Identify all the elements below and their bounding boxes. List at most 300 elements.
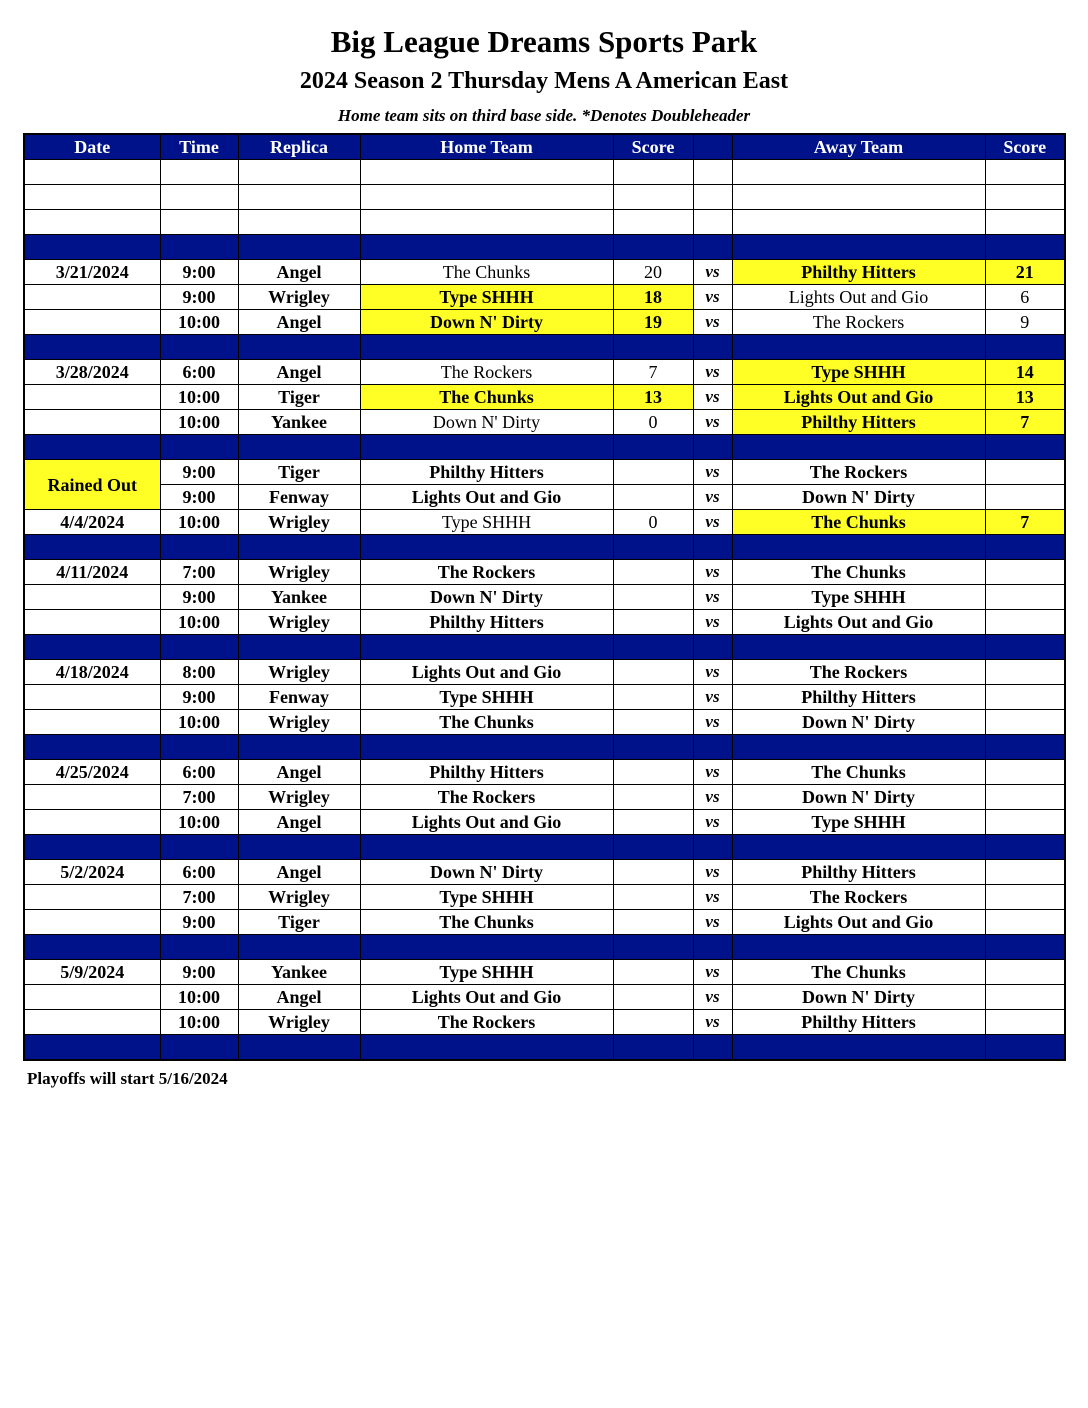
game-row [24, 360, 1065, 385]
vs-label: vs [693, 660, 732, 685]
vs-label: vs [693, 410, 732, 435]
game-date: 4/18/2024 [24, 660, 160, 685]
away-team: The Chunks [732, 760, 985, 785]
empty-cell [24, 210, 160, 235]
home-team: Type SHHH [360, 885, 613, 910]
empty-cell [732, 635, 985, 660]
empty-cell [160, 835, 238, 860]
game-row [24, 760, 1065, 785]
home-score [613, 760, 693, 785]
home-team: Lights Out and Gio [360, 660, 613, 685]
separator-row [24, 335, 1065, 360]
empty-cell [985, 185, 1065, 210]
game-replica-field: Tiger [238, 910, 360, 935]
blank-row [24, 210, 1065, 235]
away-score: 7 [985, 410, 1065, 435]
game-replica-field: Yankee [238, 585, 360, 610]
away-team: Philthy Hitters [732, 260, 985, 285]
empty-cell [360, 235, 613, 260]
home-score: 0 [613, 410, 693, 435]
home-score [613, 585, 693, 610]
game-row [24, 385, 1065, 410]
away-team: Lights Out and Gio [732, 385, 985, 410]
home-score: 13 [613, 385, 693, 410]
away-team: Down N' Dirty [732, 485, 985, 510]
empty-cell [613, 435, 693, 460]
empty-cell [360, 835, 613, 860]
game-replica-field: Angel [238, 310, 360, 335]
away-team: The Chunks [732, 560, 985, 585]
empty-cell [160, 735, 238, 760]
game-date [24, 610, 160, 635]
away-team: The Rockers [732, 885, 985, 910]
away-team: Philthy Hitters [732, 860, 985, 885]
game-time: 8:00 [160, 660, 238, 685]
col-header-away-team: Away Team [732, 134, 985, 160]
empty-cell [238, 635, 360, 660]
vs-label: vs [693, 610, 732, 635]
empty-cell [693, 235, 732, 260]
empty-cell [985, 735, 1065, 760]
game-time: 10:00 [160, 510, 238, 535]
empty-cell [613, 235, 693, 260]
empty-cell [238, 735, 360, 760]
empty-cell [24, 935, 160, 960]
away-team: Down N' Dirty [732, 710, 985, 735]
home-team: The Chunks [360, 910, 613, 935]
game-time: 10:00 [160, 810, 238, 835]
empty-cell [693, 1035, 732, 1061]
away-team: The Chunks [732, 510, 985, 535]
vs-label: vs [693, 985, 732, 1010]
game-row [24, 885, 1065, 910]
game-date: 5/2/2024 [24, 860, 160, 885]
empty-cell [693, 335, 732, 360]
empty-cell [613, 160, 693, 185]
empty-cell [360, 160, 613, 185]
empty-cell [985, 835, 1065, 860]
away-team: Type SHHH [732, 360, 985, 385]
empty-cell [360, 335, 613, 360]
game-time: 9:00 [160, 460, 238, 485]
col-header-vs [693, 134, 732, 160]
home-team: Philthy Hitters [360, 460, 613, 485]
separator-row [24, 835, 1065, 860]
empty-cell [985, 335, 1065, 360]
game-time: 7:00 [160, 785, 238, 810]
game-row [24, 1010, 1065, 1035]
home-score [613, 810, 693, 835]
empty-cell [732, 160, 985, 185]
home-score [613, 610, 693, 635]
away-team: Lights Out and Gio [732, 910, 985, 935]
game-time: 10:00 [160, 410, 238, 435]
empty-cell [613, 735, 693, 760]
away-team: Philthy Hitters [732, 685, 985, 710]
game-time: 9:00 [160, 960, 238, 985]
game-time: 9:00 [160, 685, 238, 710]
empty-cell [693, 435, 732, 460]
empty-cell [613, 935, 693, 960]
empty-cell [360, 735, 613, 760]
empty-cell [613, 635, 693, 660]
empty-cell [360, 185, 613, 210]
game-time: 9:00 [160, 260, 238, 285]
game-replica-field: Angel [238, 360, 360, 385]
away-score: 21 [985, 260, 1065, 285]
empty-cell [360, 435, 613, 460]
home-team: The Rockers [360, 560, 613, 585]
home-team: Lights Out and Gio [360, 810, 613, 835]
away-score [985, 610, 1065, 635]
vs-label: vs [693, 560, 732, 585]
game-row [24, 410, 1065, 435]
home-score: 20 [613, 260, 693, 285]
away-team: Type SHHH [732, 810, 985, 835]
col-header-replica: Replica [238, 134, 360, 160]
home-team: Type SHHH [360, 285, 613, 310]
game-replica-field: Angel [238, 760, 360, 785]
vs-label: vs [693, 910, 732, 935]
home-score: 18 [613, 285, 693, 310]
empty-cell [24, 335, 160, 360]
home-team: The Chunks [360, 385, 613, 410]
game-row [24, 485, 1065, 510]
game-replica-field: Wrigley [238, 560, 360, 585]
col-header-time: Time [160, 134, 238, 160]
game-time: 9:00 [160, 910, 238, 935]
game-replica-field: Angel [238, 810, 360, 835]
empty-cell [24, 835, 160, 860]
game-row [24, 810, 1065, 835]
empty-cell [360, 935, 613, 960]
empty-cell [160, 335, 238, 360]
empty-cell [613, 335, 693, 360]
game-time: 10:00 [160, 310, 238, 335]
empty-cell [24, 535, 160, 560]
home-score [613, 910, 693, 935]
game-time: 10:00 [160, 710, 238, 735]
empty-cell [160, 1035, 238, 1061]
game-replica-field: Angel [238, 260, 360, 285]
game-replica-field: Wrigley [238, 710, 360, 735]
away-score [985, 710, 1065, 735]
vs-label: vs [693, 585, 732, 610]
separator-row [24, 235, 1065, 260]
game-time: 6:00 [160, 760, 238, 785]
away-score [985, 860, 1065, 885]
empty-cell [985, 1035, 1065, 1061]
game-time: 10:00 [160, 1010, 238, 1035]
empty-cell [160, 210, 238, 235]
home-score [613, 1010, 693, 1035]
empty-cell [160, 935, 238, 960]
away-score [985, 910, 1065, 935]
game-replica-field: Yankee [238, 960, 360, 985]
home-score [613, 460, 693, 485]
empty-cell [360, 635, 613, 660]
empty-cell [24, 435, 160, 460]
game-row [24, 585, 1065, 610]
empty-cell [732, 435, 985, 460]
empty-cell [985, 435, 1065, 460]
away-score [985, 660, 1065, 685]
empty-cell [238, 235, 360, 260]
empty-cell [238, 335, 360, 360]
game-row [24, 960, 1065, 985]
game-replica-field: Angel [238, 985, 360, 1010]
away-team: Type SHHH [732, 585, 985, 610]
game-replica-field: Wrigley [238, 885, 360, 910]
away-team: Down N' Dirty [732, 785, 985, 810]
home-team: Philthy Hitters [360, 760, 613, 785]
empty-cell [24, 735, 160, 760]
game-date: 3/28/2024 [24, 360, 160, 385]
schedule-note: Home team sits on third base side. *Denotes Doubleheader [337, 106, 751, 125]
game-date [24, 310, 160, 335]
vs-label: vs [693, 685, 732, 710]
game-date: 4/4/2024 [24, 510, 160, 535]
game-date [24, 785, 160, 810]
vs-label: vs [693, 485, 732, 510]
empty-cell [24, 160, 160, 185]
game-row [24, 660, 1065, 685]
empty-cell [693, 160, 732, 185]
empty-cell [732, 185, 985, 210]
empty-cell [360, 1035, 613, 1061]
game-date [24, 810, 160, 835]
vs-label: vs [693, 810, 732, 835]
empty-cell [160, 535, 238, 560]
empty-cell [732, 235, 985, 260]
game-replica-field: Wrigley [238, 1010, 360, 1035]
home-score: 19 [613, 310, 693, 335]
home-team: The Chunks [360, 710, 613, 735]
game-row [24, 910, 1065, 935]
game-date [24, 585, 160, 610]
home-score [613, 710, 693, 735]
home-score [613, 660, 693, 685]
game-time: 10:00 [160, 385, 238, 410]
vs-label: vs [693, 1010, 732, 1035]
col-header-home-team: Home Team [360, 134, 613, 160]
empty-cell [693, 835, 732, 860]
game-time: 7:00 [160, 885, 238, 910]
blank-row [24, 185, 1065, 210]
home-team: Philthy Hitters [360, 610, 613, 635]
away-team: The Chunks [732, 960, 985, 985]
away-score [985, 985, 1065, 1010]
game-row [24, 560, 1065, 585]
empty-cell [985, 210, 1065, 235]
away-score [985, 485, 1065, 510]
separator-row [24, 535, 1065, 560]
empty-cell [238, 160, 360, 185]
home-team: Lights Out and Gio [360, 485, 613, 510]
home-team: Down N' Dirty [360, 310, 613, 335]
away-team: Philthy Hitters [732, 1010, 985, 1035]
home-score [613, 860, 693, 885]
home-team: The Chunks [360, 260, 613, 285]
game-row [24, 610, 1065, 635]
away-score [985, 1010, 1065, 1035]
away-score: 7 [985, 510, 1065, 535]
empty-cell [613, 1035, 693, 1061]
game-time: 7:00 [160, 560, 238, 585]
empty-cell [613, 535, 693, 560]
empty-cell [693, 735, 732, 760]
home-team: Type SHHH [360, 960, 613, 985]
away-score [985, 760, 1065, 785]
game-date [24, 385, 160, 410]
game-row [24, 685, 1065, 710]
away-score: 6 [985, 285, 1065, 310]
game-row [24, 310, 1065, 335]
away-score [985, 960, 1065, 985]
game-date [24, 285, 160, 310]
home-score [613, 560, 693, 585]
empty-cell [693, 535, 732, 560]
game-replica-field: Tiger [238, 385, 360, 410]
game-date: 4/11/2024 [24, 560, 160, 585]
empty-cell [732, 835, 985, 860]
vs-label: vs [693, 860, 732, 885]
empty-cell [238, 185, 360, 210]
home-team: Down N' Dirty [360, 410, 613, 435]
game-time: 6:00 [160, 360, 238, 385]
away-team: The Rockers [732, 310, 985, 335]
rained-out-label: Rained Out [24, 460, 160, 510]
empty-cell [238, 1035, 360, 1061]
game-row [24, 510, 1065, 535]
page-title: Big League Dreams Sports Park [330, 24, 758, 59]
game-time: 6:00 [160, 860, 238, 885]
vs-label: vs [693, 785, 732, 810]
empty-cell [732, 935, 985, 960]
away-team: Down N' Dirty [732, 985, 985, 1010]
vs-label: vs [693, 710, 732, 735]
vs-label: vs [693, 460, 732, 485]
separator-row [24, 635, 1065, 660]
game-time: 9:00 [160, 585, 238, 610]
separator-row [24, 435, 1065, 460]
vs-label: vs [693, 310, 732, 335]
empty-cell [160, 235, 238, 260]
game-replica-field: Yankee [238, 410, 360, 435]
game-date [24, 685, 160, 710]
game-replica-field: Fenway [238, 485, 360, 510]
game-row [24, 985, 1065, 1010]
game-date [24, 910, 160, 935]
game-row [24, 260, 1065, 285]
home-score: 7 [613, 360, 693, 385]
game-date [24, 885, 160, 910]
game-date [24, 1010, 160, 1035]
home-team: Down N' Dirty [360, 860, 613, 885]
vs-label: vs [693, 260, 732, 285]
home-team: Type SHHH [360, 685, 613, 710]
home-score [613, 485, 693, 510]
schedule-table [23, 133, 1066, 1061]
separator-row [24, 935, 1065, 960]
vs-label: vs [693, 510, 732, 535]
empty-cell [613, 835, 693, 860]
game-replica-field: Angel [238, 860, 360, 885]
game-replica-field: Wrigley [238, 510, 360, 535]
empty-cell [24, 1035, 160, 1061]
away-score [985, 885, 1065, 910]
empty-cell [360, 210, 613, 235]
empty-cell [985, 635, 1065, 660]
empty-cell [238, 435, 360, 460]
vs-label: vs [693, 285, 732, 310]
game-replica-field: Wrigley [238, 660, 360, 685]
empty-cell [160, 185, 238, 210]
empty-cell [693, 635, 732, 660]
empty-cell [238, 535, 360, 560]
empty-cell [732, 1035, 985, 1061]
empty-cell [613, 185, 693, 210]
away-score [985, 810, 1065, 835]
schedule-body [24, 160, 1065, 1061]
away-team: Lights Out and Gio [732, 610, 985, 635]
game-row [24, 285, 1065, 310]
away-score [985, 685, 1065, 710]
empty-cell [613, 210, 693, 235]
empty-cell [985, 935, 1065, 960]
empty-cell [732, 535, 985, 560]
home-team: The Rockers [360, 1010, 613, 1035]
home-score [613, 985, 693, 1010]
away-team: Lights Out and Gio [732, 285, 985, 310]
away-team: The Rockers [732, 460, 985, 485]
empty-cell [732, 210, 985, 235]
game-replica-field: Wrigley [238, 785, 360, 810]
home-score [613, 885, 693, 910]
game-row [24, 460, 1065, 485]
empty-cell [985, 160, 1065, 185]
empty-cell [160, 435, 238, 460]
empty-cell [24, 635, 160, 660]
home-team: Down N' Dirty [360, 585, 613, 610]
page-subtitle: 2024 Season 2 Thursday Mens A American East [299, 68, 789, 94]
vs-label: vs [693, 960, 732, 985]
separator-row [24, 1035, 1065, 1061]
game-date: 4/25/2024 [24, 760, 160, 785]
away-score [985, 560, 1065, 585]
game-row [24, 785, 1065, 810]
empty-cell [693, 185, 732, 210]
col-header-date: Date [24, 134, 160, 160]
game-row [24, 860, 1065, 885]
vs-label: vs [693, 360, 732, 385]
empty-cell [985, 535, 1065, 560]
away-score [985, 585, 1065, 610]
game-row [24, 710, 1065, 735]
game-date [24, 410, 160, 435]
empty-cell [160, 160, 238, 185]
away-score: 9 [985, 310, 1065, 335]
away-score: 13 [985, 385, 1065, 410]
away-team: Philthy Hitters [732, 410, 985, 435]
empty-cell [360, 535, 613, 560]
separator-row [24, 735, 1065, 760]
game-replica-field: Wrigley [238, 285, 360, 310]
vs-label: vs [693, 760, 732, 785]
empty-cell [24, 235, 160, 260]
home-score [613, 685, 693, 710]
empty-cell [732, 335, 985, 360]
